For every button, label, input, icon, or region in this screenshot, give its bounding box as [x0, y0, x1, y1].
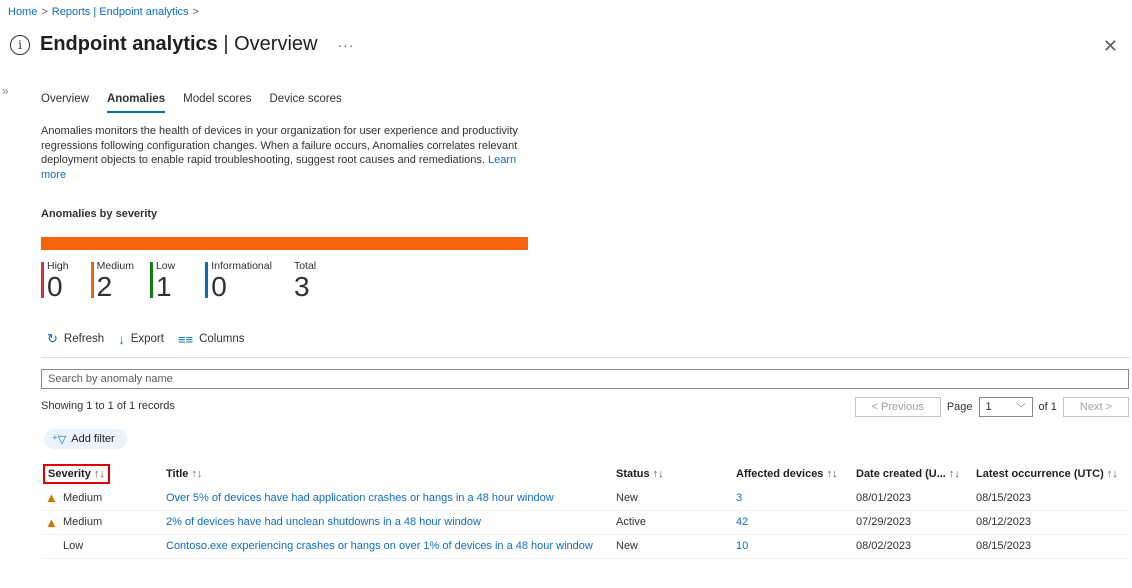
expand-sidebar-icon[interactable]: » — [2, 84, 9, 98]
breadcrumb-home[interactable]: Home — [8, 6, 38, 18]
severity-cell: ▲ Medium — [41, 510, 162, 534]
title-cell — [162, 510, 612, 534]
devices-cell — [732, 534, 852, 558]
sort-icon[interactable]: ↑↓ — [652, 468, 664, 480]
toolbar — [47, 331, 245, 347]
low-marker — [150, 262, 153, 298]
anomalies-table — [41, 462, 1131, 559]
table-row[interactable] — [41, 510, 1131, 534]
high-marker — [41, 262, 44, 298]
latest-cell: 08/15/2023 — [972, 486, 1131, 510]
status-cell: New — [612, 486, 732, 510]
medium-marker — [91, 262, 94, 298]
add-filter-button[interactable]: ⁺▽ Add filter — [44, 429, 127, 449]
toolbar-divider — [41, 357, 1130, 358]
column-header-affected-devices[interactable]: Affected devices ↑↓ — [736, 468, 838, 480]
created-cell: 08/02/2023 — [852, 534, 972, 558]
pagination — [855, 397, 1129, 417]
page-title: Endpoint analytics | Overview — [40, 33, 318, 55]
breadcrumb — [8, 6, 199, 18]
chevron-right-icon: > — [192, 6, 199, 18]
columns-icon: ≡≡ — [177, 331, 194, 347]
table-header-row — [41, 462, 1131, 486]
column-header-status[interactable]: Status ↑↓ — [616, 468, 664, 480]
informational-marker — [205, 262, 208, 298]
title-cell — [162, 534, 612, 558]
tab-anomalies[interactable]: Anomalies — [107, 93, 165, 113]
affected-devices-link[interactable]: 3 — [736, 491, 743, 504]
filter-add-icon: ⁺▽ — [52, 433, 67, 446]
severity-bar — [41, 237, 528, 250]
count-low: Low 1 — [150, 260, 175, 300]
refresh-button[interactable]: ↻ Refresh — [47, 331, 105, 346]
next-page-button[interactable]: Next > — [1063, 397, 1129, 417]
table-row[interactable] — [41, 534, 1131, 558]
column-header-date-created[interactable]: Date created (U... ↑↓ — [856, 468, 960, 480]
column-header-latest-occurrence[interactable]: Latest occurrence (UTC) ↑↓ — [976, 468, 1118, 480]
refresh-icon: ↻ — [47, 331, 58, 346]
search-input[interactable] — [41, 369, 1129, 389]
info-icon: i — [10, 35, 30, 55]
column-header-title[interactable]: Title ↑↓ — [166, 468, 203, 480]
sort-icon[interactable]: ↑↓ — [1106, 468, 1118, 480]
anomaly-title-link[interactable]: 2% of devices have had unclean shutdowns in a 48 hour window — [166, 516, 481, 528]
warning-icon: ▲ — [45, 490, 58, 506]
tab-model-scores[interactable]: Model scores — [183, 93, 252, 105]
status-cell: New — [612, 534, 732, 558]
page-header — [10, 33, 354, 56]
columns-button[interactable]: ≡≡ Columns — [177, 331, 245, 347]
sort-icon[interactable]: ↑↓ — [93, 468, 105, 480]
page-label: Page — [946, 401, 973, 413]
page-total: of 1 — [1038, 401, 1057, 413]
tab-device-scores[interactable]: Device scores — [269, 93, 342, 105]
anomaly-title-link[interactable]: Contoso.exe experiencing crashes or hangs on over 1% of devices in a 48 hour window — [166, 540, 593, 552]
close-icon[interactable]: ✕ — [1102, 36, 1118, 56]
column-header-severity[interactable]: Severity ↑↓ — [41, 462, 162, 486]
sort-icon[interactable]: ↑↓ — [826, 468, 838, 480]
severity-heading: Anomalies by severity — [41, 208, 158, 220]
count-high: High 0 — [41, 260, 69, 300]
latest-cell: 08/12/2023 — [972, 510, 1131, 534]
created-cell: 07/29/2023 — [852, 510, 972, 534]
tab-bar — [41, 93, 342, 113]
previous-page-button[interactable]: < Previous — [855, 397, 941, 417]
records-count: Showing 1 to 1 of 1 records — [41, 400, 175, 412]
page-select[interactable]: 1 ﹀ — [979, 397, 1033, 417]
warning-icon: ▲ — [45, 514, 58, 530]
status-cell: Active — [612, 510, 732, 534]
severity-cell: ▲ Medium — [41, 486, 162, 510]
latest-cell: 08/15/2023 — [972, 534, 1131, 558]
more-options-icon[interactable]: ··· — [337, 36, 355, 53]
export-button[interactable]: ↓ Export — [118, 331, 164, 347]
learn-more-link[interactable]: Learn more — [41, 154, 517, 181]
devices-cell — [732, 486, 852, 510]
anomalies-description: Anomalies monitors the health of devices in your organization for user experience and productivity regressions following configuration changes. When a failure occurs, Anomalies correlates relevant deployment objects to enable rapid troubleshooting, suggest root causes and remediations. Learn more — [41, 125, 518, 181]
chevron-down-icon: ﹀ — [1016, 402, 1026, 413]
severity-counts — [41, 260, 330, 300]
title-cell — [162, 486, 612, 510]
breadcrumb-reports[interactable]: Reports | Endpoint analytics — [51, 6, 189, 18]
chevron-right-icon: > — [41, 6, 48, 18]
severity-cell: Low — [41, 534, 162, 558]
affected-devices-link[interactable]: 42 — [736, 516, 749, 528]
sort-icon[interactable]: ↑↓ — [948, 468, 960, 480]
download-icon: ↓ — [118, 331, 125, 347]
tab-overview[interactable]: Overview — [41, 93, 89, 105]
anomaly-title-link[interactable]: Over 5% of devices have had application crashes or hangs in a 48 hour window — [166, 491, 554, 504]
devices-cell — [732, 510, 852, 534]
table-row[interactable] — [41, 486, 1131, 510]
affected-devices-link[interactable]: 10 — [736, 540, 749, 552]
count-total: Total 3 — [293, 260, 317, 302]
count-medium: Medium 2 — [91, 260, 134, 300]
count-informational: Informational 0 — [205, 260, 272, 300]
sort-icon[interactable]: ↑↓ — [191, 468, 203, 480]
created-cell: 08/01/2023 — [852, 486, 972, 510]
